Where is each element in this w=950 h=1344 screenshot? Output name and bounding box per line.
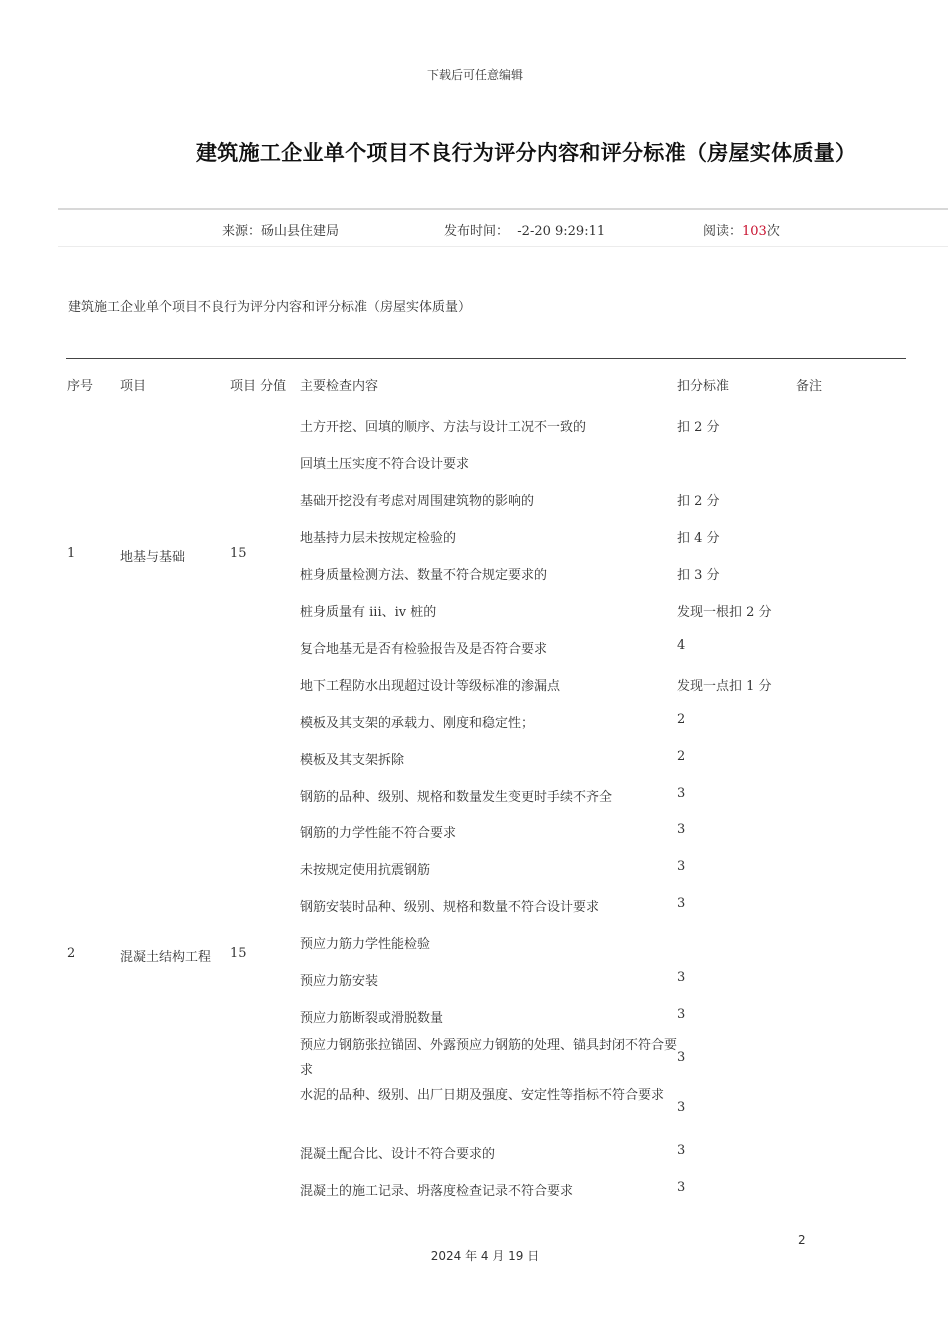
publish-time-label: 发布时间： bbox=[444, 224, 510, 239]
header-item: 项目 bbox=[120, 379, 147, 394]
row-deduct: 扣 2 分 bbox=[677, 494, 720, 509]
source-label: 来源： bbox=[222, 224, 262, 239]
title-divider bbox=[58, 208, 948, 210]
row-content: 土方开挖、回填的顺序、方法与设计工况不一致的 bbox=[300, 420, 587, 435]
row-content: 钢筋的品种、级别、规格和数量发生变更时手续不齐全 bbox=[300, 790, 613, 805]
read-count-value: 103 bbox=[742, 224, 767, 239]
row-deduct: 3 bbox=[677, 1100, 686, 1115]
group-no: 2 bbox=[67, 946, 76, 961]
row-deduct: 扣 4 分 bbox=[677, 531, 720, 546]
row-content: 复合地基无是否有检验报告及是否符合要求 bbox=[300, 642, 548, 657]
footer-date: 2024 年 4 月 19 日 bbox=[430, 1249, 540, 1263]
row-deduct: 3 bbox=[677, 859, 686, 874]
source-value[interactable]: 砀山县住建局 bbox=[261, 224, 340, 239]
publish-time-value: -2-20 9:29:11 bbox=[517, 224, 606, 239]
row-deduct: 3 bbox=[677, 1007, 686, 1022]
row-deduct: 发现一点扣 1 分 bbox=[677, 679, 772, 694]
group-no: 1 bbox=[67, 546, 76, 561]
publish-time bbox=[444, 220, 605, 239]
row-deduct: 2 bbox=[677, 712, 686, 727]
row-content: 未按规定使用抗震钢筋 bbox=[300, 863, 431, 878]
row-content: 基础开挖没有考虑对周围建筑物的影响的 bbox=[300, 494, 535, 509]
read-label: 阅读： bbox=[703, 224, 743, 239]
row-deduct: 3 bbox=[677, 970, 686, 985]
row-content: 模板及其支架的承载力、刚度和稳定性； bbox=[300, 716, 535, 731]
header-deduct: 扣分标准 bbox=[677, 379, 730, 394]
row-deduct: 3 bbox=[677, 1143, 686, 1158]
row-deduct: 扣 3 分 bbox=[677, 568, 720, 583]
row-content: 预应力筋安装 bbox=[300, 974, 379, 989]
row-deduct: 2 bbox=[677, 749, 686, 764]
row-deduct: 3 bbox=[677, 1050, 686, 1065]
page-number: 2 bbox=[798, 1233, 806, 1247]
row-deduct: 发现一根扣 2 分 bbox=[677, 605, 772, 620]
row-content: 回填土压实度不符合设计要求 bbox=[300, 457, 470, 472]
intro-text: 建筑施工企业单个项目不良行为评分内容和评分标准（房屋实体质量） bbox=[68, 300, 472, 315]
row-content: 混凝土的施工记录、坍落度检查记录不符合要求 bbox=[300, 1184, 574, 1199]
row-content: 桩身质量检测方法、数量不符合规定要求的 bbox=[300, 568, 548, 583]
row-deduct: 4 bbox=[677, 638, 686, 653]
source-info bbox=[222, 220, 339, 239]
row-content: 混凝土配合比、设计不符合要求的 bbox=[300, 1147, 496, 1162]
header-no: 序号 bbox=[67, 379, 94, 394]
row-deduct: 扣 2 分 bbox=[677, 420, 720, 435]
row-content: 水泥的品种、级别、出厂日期及强度、安定性等指标不符合要求 bbox=[300, 1088, 665, 1103]
read-unit: 次 bbox=[766, 224, 780, 239]
row-deduct: 3 bbox=[677, 822, 686, 837]
page-title: 建筑施工企业单个项目不良行为评分内容和评分标准（房屋实体质量） bbox=[196, 141, 857, 165]
row-content: 桩身质量有 iii、iv 桩的 bbox=[300, 605, 437, 620]
group-item: 地基与基础 bbox=[120, 550, 186, 565]
row-content: 模板及其支架拆除 bbox=[300, 753, 405, 768]
row-content: 预应力钢筋张拉锚固、外露预应力钢筋的处理、锚具封闭不符合要求 bbox=[300, 1038, 678, 1078]
group-score: 15 bbox=[230, 946, 247, 961]
row-content: 地下工程防水出现超过设计等级标准的渗漏点 bbox=[300, 679, 561, 694]
row-content: 钢筋安装时品种、级别、规格和数量不符合设计要求 bbox=[300, 900, 600, 915]
row-deduct: 3 bbox=[677, 786, 686, 801]
row-content: 钢筋的力学性能不符合要求 bbox=[300, 826, 457, 841]
header-content: 主要检查内容 bbox=[300, 379, 379, 394]
meta-divider bbox=[58, 246, 948, 247]
row-deduct: 3 bbox=[677, 1180, 686, 1195]
group-score: 15 bbox=[230, 546, 247, 561]
table-top-rule bbox=[66, 358, 906, 359]
group-item: 混凝土结构工程 bbox=[120, 950, 212, 965]
read-count bbox=[703, 220, 780, 239]
row-deduct: 3 bbox=[677, 896, 686, 911]
row-content: 预应力筋断裂或滑脱数量 bbox=[300, 1011, 444, 1026]
header-remark: 备注 bbox=[796, 379, 823, 394]
header-note: 下载后可任意编辑 bbox=[426, 68, 523, 82]
row-content: 预应力筋力学性能检验 bbox=[300, 937, 431, 952]
row-content: 地基持力层未按规定检验的 bbox=[300, 531, 457, 546]
header-score: 项目 分值 bbox=[230, 379, 287, 394]
